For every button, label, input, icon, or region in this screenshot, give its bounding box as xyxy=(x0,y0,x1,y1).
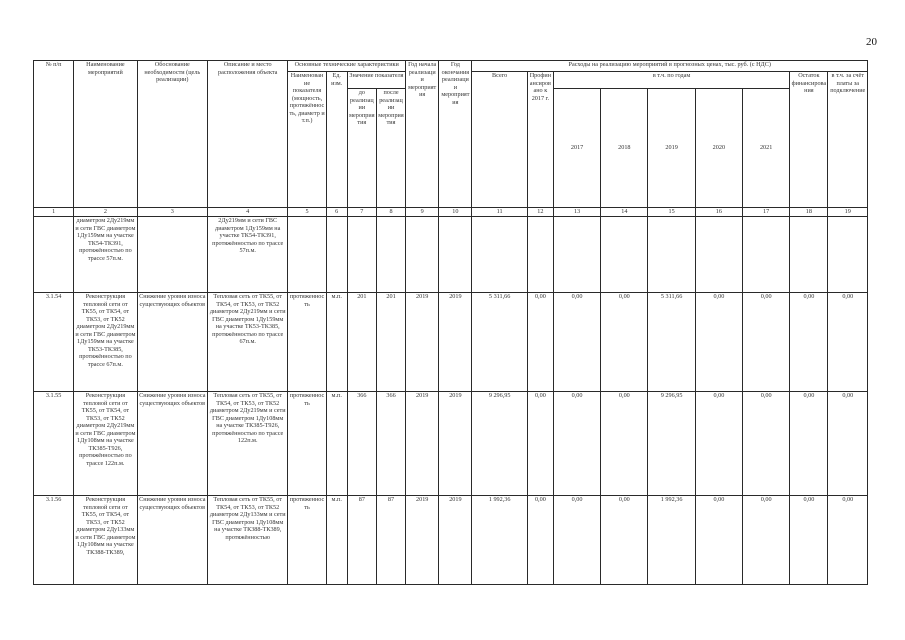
cell-empty xyxy=(472,217,527,293)
cell-justification: Снижение уровня износа существующих объектов xyxy=(137,293,207,392)
header-year-2017: 2017 xyxy=(553,89,600,208)
cell-justification: Снижение уровня износа существующих объектов xyxy=(137,496,207,585)
cell-financed: 0,00 xyxy=(527,392,553,496)
column-number: 6 xyxy=(326,208,347,217)
cell-empty xyxy=(828,217,868,293)
header-tech-name: Наименование показателя (мощность, протяжённость, диаметр и т.п.) xyxy=(288,72,326,208)
cell-unit: м.п. xyxy=(326,496,347,585)
cell-2017: 0,00 xyxy=(553,293,600,392)
cell-2021: 0,00 xyxy=(743,293,790,392)
cell-after: 201 xyxy=(376,293,405,392)
table-row-continuation xyxy=(34,217,868,293)
column-number: 2 xyxy=(74,208,137,217)
cell-empty xyxy=(695,217,742,293)
column-number: 15 xyxy=(648,208,695,217)
table-row xyxy=(34,293,868,392)
cell-number: 3.1.55 xyxy=(34,392,74,496)
cell-tech-name: протяженность xyxy=(288,392,326,496)
cell-remaining: 0,00 xyxy=(790,293,828,392)
cell-start-year: 2019 xyxy=(406,293,439,392)
header-end-year: Год окончания реализации мероприятия xyxy=(439,61,472,208)
cell-before: 366 xyxy=(347,392,376,496)
header-financed: Профинансировано к 2017 г. xyxy=(527,72,553,208)
cell-2020: 0,00 xyxy=(695,496,742,585)
column-number-row xyxy=(34,208,868,217)
cell-after: 366 xyxy=(376,392,405,496)
cell-fee: 0,00 xyxy=(828,293,868,392)
column-number: 12 xyxy=(527,208,553,217)
cell-empty xyxy=(347,217,376,293)
column-number: 9 xyxy=(406,208,439,217)
cell-after: 87 xyxy=(376,496,405,585)
cell-empty xyxy=(406,217,439,293)
column-number: 19 xyxy=(828,208,868,217)
cell-end-year: 2019 xyxy=(439,293,472,392)
header-fee: в т.ч. за счёт платы за подключение xyxy=(828,72,868,208)
column-number: 13 xyxy=(553,208,600,217)
cell-name: Реконструкция тепловой сети от ТК55, от ТК54, от ТК53, от ТК52 диаметром 2Ду133мм и сети ГВС диаметром 1Ду108мм на участке ТК388-ТК389, xyxy=(74,496,137,585)
investment-table xyxy=(33,60,868,585)
header-number: № п/п xyxy=(34,61,74,208)
cell-2019: 1 992,36 xyxy=(648,496,695,585)
cell-financed: 0,00 xyxy=(527,293,553,392)
cell-start-year: 2019 xyxy=(406,392,439,496)
cell-number: 3.1.54 xyxy=(34,293,74,392)
cell-name: Реконструкция тепловой сети от ТК55, от ТК54, от ТК53, от ТК52 диаметром 2Ду219мм и сети ГВС диаметром 1Ду159мм на участке ТК53-ТК385, протяжённостью по трассе 67п.м. xyxy=(74,293,137,392)
cell-number: 3.1.56 xyxy=(34,496,74,585)
column-number: 3 xyxy=(137,208,207,217)
cell-2017: 0,00 xyxy=(553,392,600,496)
page-number: 20 xyxy=(866,36,877,48)
cell-unit: м.п. xyxy=(326,392,347,496)
header-tech-value: Значение показателя xyxy=(347,72,405,89)
cell-2017: 0,00 xyxy=(553,496,600,585)
cell-total: 9 296,95 xyxy=(472,392,527,496)
column-number: 14 xyxy=(601,208,648,217)
cell-empty xyxy=(137,217,207,293)
header-description: Описание и место расположения объекта xyxy=(207,61,287,208)
column-number: 11 xyxy=(472,208,527,217)
cell-start-year: 2019 xyxy=(406,496,439,585)
cell-end-year: 2019 xyxy=(439,496,472,585)
cell-fee: 0,00 xyxy=(828,392,868,496)
cell-remaining: 0,00 xyxy=(790,496,828,585)
cell-tech-name: протяженность xyxy=(288,496,326,585)
cell-empty xyxy=(790,217,828,293)
cell-2020: 0,00 xyxy=(695,392,742,496)
table-row xyxy=(34,496,868,585)
header-total: Всего xyxy=(472,72,527,208)
header-costs-group: Расходы на реализацию мероприятий в прогнозных ценах, тыс. руб. (с НДС) xyxy=(472,61,868,72)
cell-before: 87 xyxy=(347,496,376,585)
cell-empty xyxy=(553,217,600,293)
header-year-2018: 2018 xyxy=(601,89,648,208)
cell-2018: 0,00 xyxy=(601,496,648,585)
cell-empty xyxy=(527,217,553,293)
cell-description: Тепловая сеть от ТК55, от ТК54, от ТК53, от ТК52 диаметром 2Ду133мм и сети ГВС диаметром 1Ду108мм на участке ТК388-ТК389, протяжённостью xyxy=(207,496,287,585)
column-number: 8 xyxy=(376,208,405,217)
header-name: Наименование мероприятий xyxy=(74,61,137,208)
cell-total: 1 992,36 xyxy=(472,496,527,585)
header-justification: Обоснование необходимости (цель реализации) xyxy=(137,61,207,208)
cell-end-year: 2019 xyxy=(439,392,472,496)
column-number: 10 xyxy=(439,208,472,217)
cell-2018: 0,00 xyxy=(601,293,648,392)
cell-name: Реконструкция тепловой сети от ТК55, от ТК54, от ТК53, от ТК52 диаметром 2Ду219мм и сети ГВС диаметром 1Ду108мм на участке ТК385-Т926, протяжённостью по трассе 122п.м. xyxy=(74,392,137,496)
header-remaining: Остаток финансирования xyxy=(790,72,828,208)
cell-tech-name: протяженность xyxy=(288,293,326,392)
header-year-2020: 2020 xyxy=(695,89,742,208)
cell-total: 5 311,66 xyxy=(472,293,527,392)
cell-fee: 0,00 xyxy=(828,496,868,585)
cell-description: 2Ду219мм и сети ГВС диаметром 1Ду159мм на участке ТК54-ТК391, протяжённостью по трассе 57п.м. xyxy=(207,217,287,293)
cell-2021: 0,00 xyxy=(743,496,790,585)
header-by-years: в т.ч. по годам xyxy=(553,72,789,89)
cell-empty xyxy=(439,217,472,293)
header-after: после реализации мероприятия xyxy=(376,89,405,208)
cell-empty xyxy=(34,217,74,293)
column-number: 5 xyxy=(288,208,326,217)
cell-2018: 0,00 xyxy=(601,392,648,496)
cell-unit: м.п. xyxy=(326,293,347,392)
header-year-2019: 2019 xyxy=(648,89,695,208)
cell-description: Тепловая сеть от ТК55, от ТК54, от ТК53, от ТК52 диаметром 2Ду219мм и сети ГВС диаметром 1Ду159мм на участке ТК53-ТК385, протяжённостью по трассе 67п.м. xyxy=(207,293,287,392)
cell-2020: 0,00 xyxy=(695,293,742,392)
header-year-2021: 2021 xyxy=(743,89,790,208)
cell-empty xyxy=(648,217,695,293)
column-number: 17 xyxy=(743,208,790,217)
column-number: 4 xyxy=(207,208,287,217)
header-before: до реализации мероприятия xyxy=(347,89,376,208)
cell-before: 201 xyxy=(347,293,376,392)
column-number: 7 xyxy=(347,208,376,217)
cell-empty xyxy=(743,217,790,293)
cell-financed: 0,00 xyxy=(527,496,553,585)
cell-empty xyxy=(288,217,326,293)
cell-empty xyxy=(376,217,405,293)
cell-2019: 9 296,95 xyxy=(648,392,695,496)
cell-remaining: 0,00 xyxy=(790,392,828,496)
cell-name: диаметром 2Ду219мм и сети ГВС диаметром 1Ду159мм на участке ТК54-ТК391, протяжённостью по трассе 57п.м. xyxy=(74,217,137,293)
cell-empty xyxy=(326,217,347,293)
header-unit: Ед. изм. xyxy=(326,72,347,208)
column-number: 16 xyxy=(695,208,742,217)
column-number: 18 xyxy=(790,208,828,217)
header-start-year: Год начала реализации мероприятия xyxy=(406,61,439,208)
cell-2019: 5 311,66 xyxy=(648,293,695,392)
cell-description: Тепловая сеть от ТК55, от ТК54, от ТК53, от ТК52 диаметром 2Ду219мм и сети ГВС диаметром 1Ду108мм на участке ТК385-Т926, протяжённостью по трассе 122п.м. xyxy=(207,392,287,496)
cell-justification: Снижение уровня износа существующих объектов xyxy=(137,392,207,496)
cell-empty xyxy=(601,217,648,293)
cell-2021: 0,00 xyxy=(743,392,790,496)
column-number: 1 xyxy=(34,208,74,217)
table-row xyxy=(34,392,868,496)
header-tech-group: Основные технические характеристики xyxy=(288,61,406,72)
